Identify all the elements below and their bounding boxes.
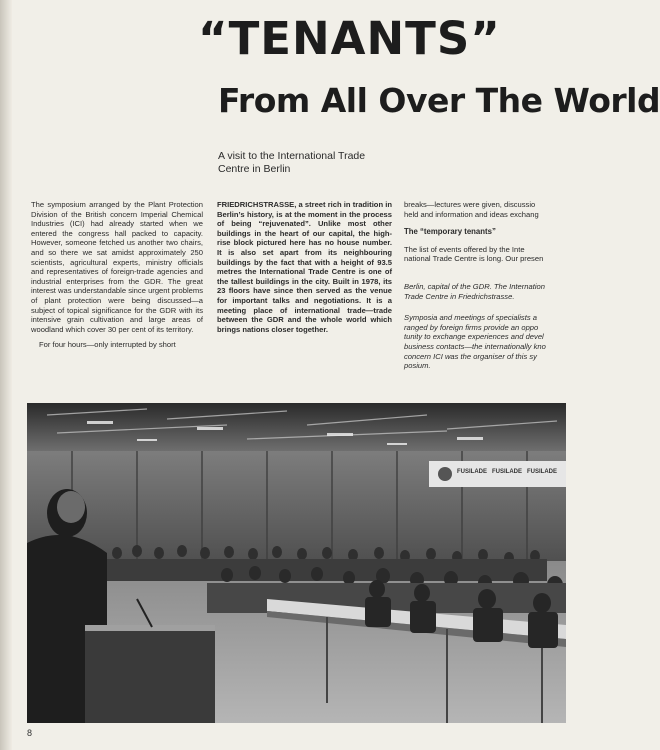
column3-line-4: national Trade Centre is long. Our presen	[404, 254, 544, 264]
caption-2-line-4: business contacts—the internationally kno	[404, 341, 546, 351]
banner-word-2: FUSILADE	[492, 469, 522, 475]
banner-word-3: FUSILADE	[527, 469, 557, 475]
article-column-2	[217, 200, 392, 340]
article-subtitle: A visit to the International Trade Centre in Berlin	[218, 150, 366, 175]
headline-from-all-over-the-world: From All Over The World	[218, 81, 660, 120]
column3-line-1: breaks—lectures were given, discussio	[404, 200, 536, 209]
column3-line-3: The list of events offered by the Inte	[404, 244, 525, 254]
caption-1-line-1: Berlin, capital of the GDR. The Internation	[404, 281, 545, 291]
caption-2-line-1: Symposia and meetings of specialists a	[404, 313, 537, 323]
caption-2-line-5: concern ICI was the organiser of this sy	[404, 351, 537, 361]
column1-paragraph-2: For four hours—only interrupted by short	[39, 340, 176, 350]
page-number: 8	[27, 728, 33, 738]
caption-2-line-3: tunity to exchange experiences and devel	[404, 332, 544, 342]
caption-2-line-2: ranged by foreign firms provide an oppo	[404, 322, 539, 332]
column3-line-2: held and information and ideas exchang	[404, 209, 539, 219]
banner-word-1: FUSILADE	[457, 469, 487, 475]
conference-hall-illustration	[27, 403, 566, 723]
article-column-3	[404, 200, 566, 371]
caption-2-line-6: posium.	[404, 361, 431, 371]
page-binding-shadow	[0, 0, 12, 750]
article-column-1	[31, 200, 203, 356]
caption-1-line-2: Trade Centre in Friedrichstrasse.	[404, 291, 515, 301]
headline-tenants: “TENANTS”	[198, 12, 501, 65]
column1-paragraph-1: The symposium arranged by the Plant Protection Division of the British concern Imperial Chemical Industries (ICI) had already started when we entered the congress hall packed to capacity. However, someone fetched us another two chairs, and so there we sat amidst approximately 250 scientists, agricultural experts, ministry officials and representatives of foreign-trade agencies and industrial enterprises from the GDR. The great interest was understandable since urgent problems of plant protection were being discussed—a subject of topical significance for the GDR with its intensive grain cultivation and large areas of woodland which cover 30 per cent of its territory.	[31, 200, 203, 334]
column2-paragraph-1: FRIEDRICHSTRASSE, a street rich in tradition in Berlin’s history, is at the moment in the process of being “rejuvenated”. Unlike most other buildings in the heart of our capital, the high-rise block pictured here has no house number. It is also set apart from its neighbouring buildings by the fact that with a height of 93.5 metres the International Trade Centre is one of the tallest buildings in the city. Built in 1978, its 23 floors have since then served as the venue for important talks and negotiations. It is a meeting place of international trade—trade between the GDR and the whole world which brings nations closer together.	[217, 200, 392, 334]
column3-heading: The “temporary tenants”	[404, 227, 496, 237]
conference-hall-photo	[27, 403, 566, 723]
